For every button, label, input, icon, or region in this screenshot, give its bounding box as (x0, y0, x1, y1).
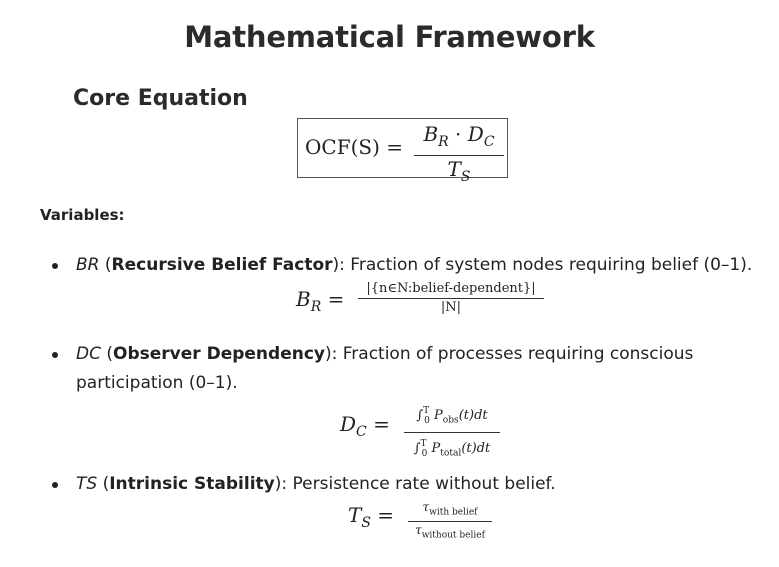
core-equation-numerator: $B_R \cdot D_C$ (423, 122, 495, 150)
formula-lhs: $D_C$ = (340, 412, 390, 440)
variable-description: ): Persistence rate without belief. (274, 474, 556, 494)
formula-lhs: $B_R$ = (296, 287, 345, 315)
core-equation-denominator: $T_S$ (414, 155, 504, 190)
variable-symbol: BR (76, 255, 100, 275)
core-equation-box (297, 118, 508, 185)
formula-denominator: ∫$^T_0$ $P_{total}(t)dt$ (404, 432, 500, 465)
formula-numerator: ∫$^T_0$ $P_{obs}(t)dt$ (416, 406, 488, 426)
paren: ( (100, 344, 114, 364)
formula-fraction (404, 400, 500, 465)
section-title: Core Equation (73, 86, 248, 111)
variable-description: ): Fraction of processes requiring conscious (324, 344, 694, 364)
bullet-icon (52, 352, 58, 358)
formula-fraction (408, 499, 492, 545)
bullet-icon (52, 482, 58, 488)
variable-name: Intrinsic Stability (109, 474, 275, 494)
formula-numerator: |{n∈N:belief-dependent}| (366, 281, 536, 296)
variable-description: ): Fraction of system nodes requiring belief (0–1). (332, 255, 753, 275)
variable-name: Observer Dependency (113, 344, 325, 364)
variable-symbol: TS (76, 474, 98, 494)
variable-name: Recursive Belief Factor (111, 255, 333, 275)
core-equation-lhs: OCF(S) = (305, 135, 403, 159)
variables-label: Variables: (40, 206, 125, 224)
variable-description-cont: participation (0–1). (76, 373, 238, 393)
formula-lhs: $T_S$ = (348, 503, 395, 531)
formula-denominator: |N| (358, 298, 544, 317)
page-title: Mathematical Framework (184, 20, 595, 54)
formula-fraction (358, 280, 544, 317)
formula-numerator: $\tau_{with belief}$ (422, 500, 478, 518)
paren: ( (99, 255, 112, 275)
bullet-icon (52, 263, 58, 269)
paren: ( (97, 474, 110, 494)
core-equation-fraction (414, 121, 504, 190)
formula-denominator: $\tau_{without belief}$ (408, 521, 492, 544)
variable-symbol: DC (76, 344, 101, 364)
